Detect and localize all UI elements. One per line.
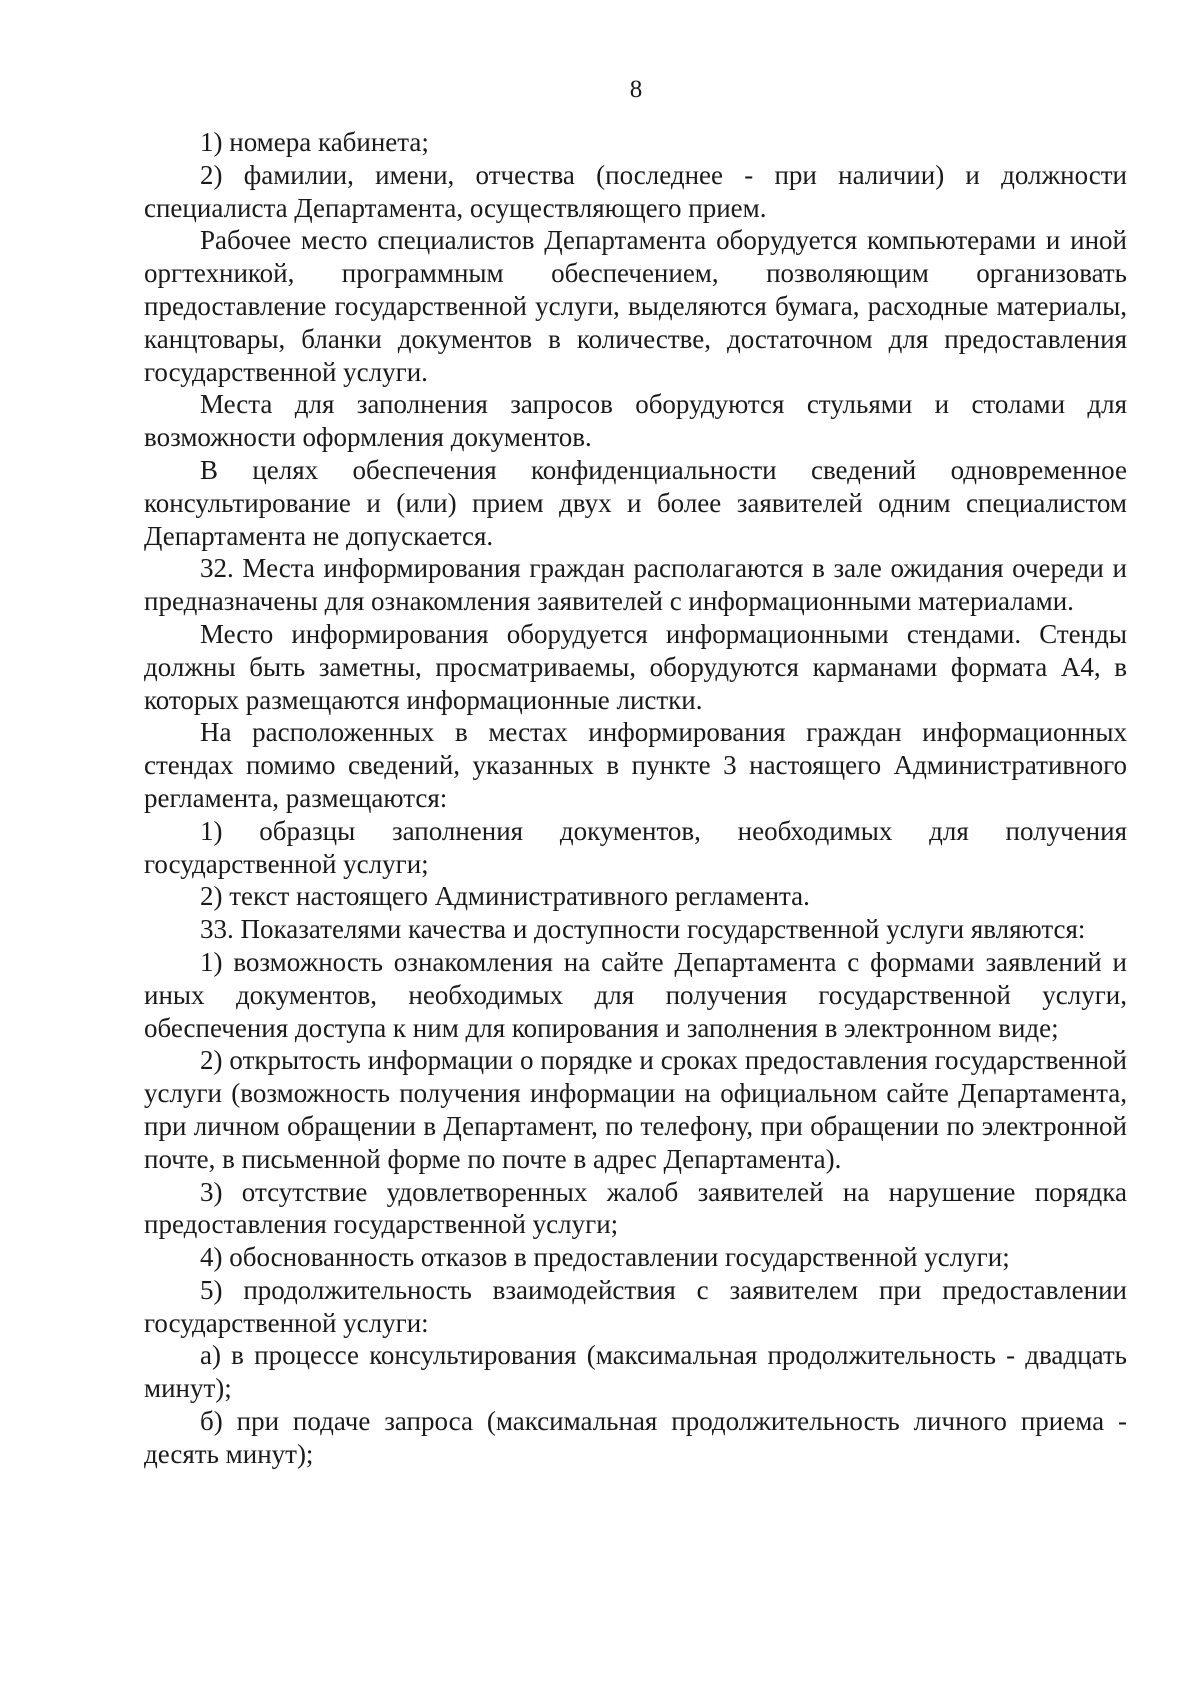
paragraph: 1) номера кабинета; — [200, 127, 429, 157]
paragraph: 33. Показателями качества и доступности государственной услуги являются: — [200, 914, 1086, 945]
paragraph: Место информирования оборудуется информационными стендами. Стенды должны быть заметны, просматриваемы, оборудуются карманами формата А4, в которых размещаются информационные листки. — [144, 618, 1127, 715]
paragraph: 4) обоснованность отказов в предоставлении государственной услуги; — [200, 1242, 1010, 1273]
paragraph: б) при подаче запроса (максимальная продолжительность личного приема - десять минут); — [144, 1406, 1127, 1469]
paragraph: 1) возможность ознакомления на сайте Департамента с формами заявлений и иных документов, необходимых для получения государственной услуги, обеспечения доступа к ним для копирования и заполнения в электронном виде; — [144, 946, 1127, 1043]
paragraph: 2) фамилии, имени, отчества (последнее - при наличии) и должности специалиста Департамента, осуществляющего прием. — [144, 159, 1127, 223]
paragraph: 2) текст настоящего Административного регламента. — [200, 881, 810, 912]
paragraph: В целях обеспечения конфиденциальности сведений одновременное консультирование и (или) прием двух и более заявителей одним специалистом Департамента не допускается. — [144, 454, 1127, 551]
paragraph: 32. Места информирования граждан располагаются в зале ожидания очереди и предназначены для ознакомления заявителей с информационными материалами. — [144, 553, 1127, 617]
paragraph: На расположенных в местах информирования граждан информационных стендах помимо сведений, указанных в пункте 3 настоящего Административного регламента, размещаются: — [144, 717, 1127, 813]
paragraph: 1) образцы заполнения документов, необходимых для получения государственной услуги; — [144, 815, 1127, 879]
paragraph: 3) отсутствие удовлетворенных жалоб заявителей на нарушение порядка предоставления государственной услуги; — [144, 1176, 1127, 1240]
paragraph: а) в процессе консультирования (максимальная продолжительность - двадцать минут); — [144, 1340, 1127, 1404]
paragraph: 2) открытость информации о порядке и сроках предоставления государственной услуги (возможность получения информации на официальном сайте Департамента, при личном обращении в Департамент, по телефону, при обращении по электронной почте, в письменной форме по почте в адрес Департамента). — [144, 1045, 1127, 1174]
document-body — [144, 126, 1127, 1471]
page-number: 8 — [629, 76, 643, 103]
paragraph: 5) продолжительность взаимодействия с заявителем при предоставлении государственной услуги: — [144, 1274, 1127, 1338]
paragraph: Рабочее место специалистов Департамента оборудуется компьютерами и иной оргтехникой, программным обеспечением, позволяющим организовать предоставление государственной услуги, выделяются бумага, расходные материалы, канцтовары, бланки документов в количестве, достаточном для предоставления государственной услуги. — [144, 225, 1127, 387]
paragraph: Места для заполнения запросов оборудуются стульями и столами для возможности оформления документов. — [144, 389, 1127, 453]
